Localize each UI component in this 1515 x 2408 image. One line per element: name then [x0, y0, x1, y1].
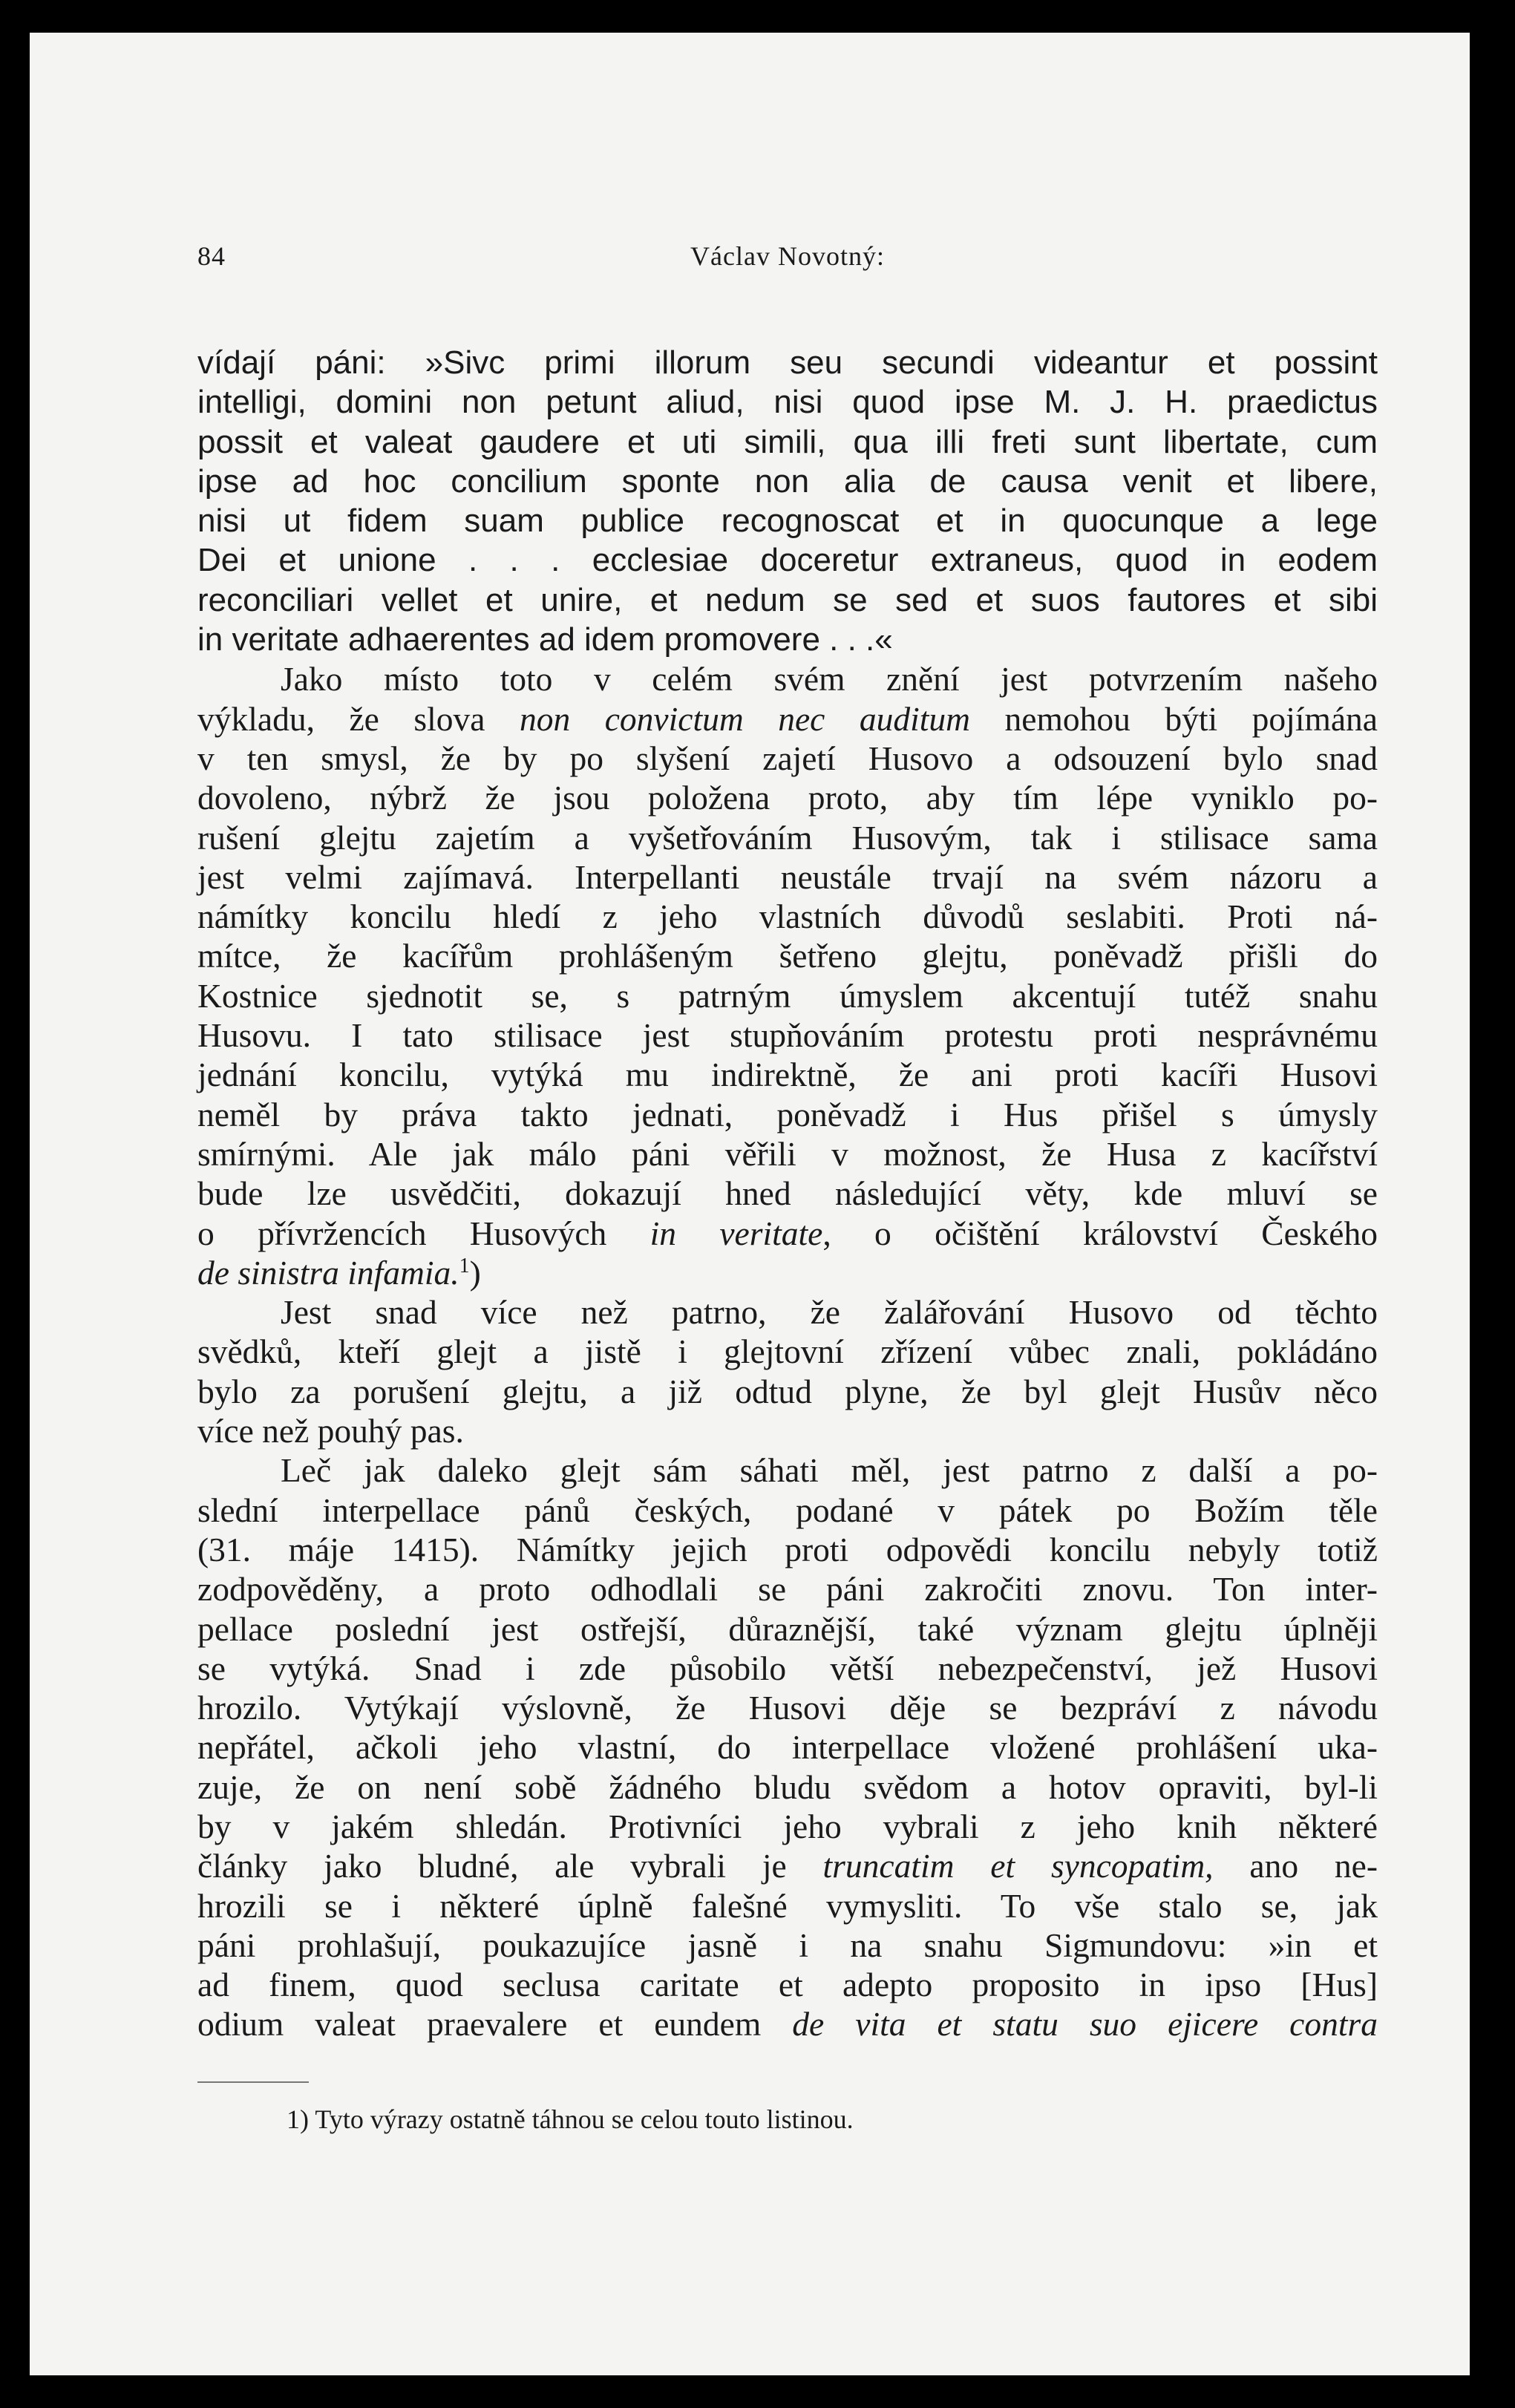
text-segment: vídají páni: »Sivc primi illorum seu secundi videantur et possint — [197, 344, 1378, 381]
text-segment: články jako bludné, ale vybrali je — [197, 1847, 823, 1885]
text-line — [197, 1134, 1378, 1174]
text-segment: in veritate adhaerentes ad idem promovere . . .« — [197, 621, 893, 658]
text-line — [197, 976, 1378, 1015]
text-segment: páni prohlašují, poukazujíce jasně i na snahu Sigmundovu: »in et — [197, 1926, 1378, 1964]
text-line — [197, 1609, 1378, 1649]
text-line — [197, 580, 1378, 620]
text-line — [197, 1649, 1378, 1688]
text-segment: se vytýká. Snad i zde působilo větší nebezpečenství, jež Husovi — [197, 1649, 1378, 1687]
text-segment: neměl by práva takto jednati, poněvadž i Hus přišel s úmysly — [197, 1095, 1378, 1133]
text-segment: intelligi, domini non petunt aliud, nisi quod ipse M. J. H. praedictus — [197, 384, 1378, 421]
text-line — [197, 1055, 1378, 1094]
text-line — [197, 1015, 1378, 1055]
text-line — [197, 1214, 1378, 1253]
text-line — [197, 1727, 1378, 1767]
text-segment: hrozilo. Vytýkají výslovně, že Husovi děje se bezpráví z návodu — [197, 1689, 1378, 1727]
text-line — [197, 1332, 1378, 1371]
text-segment: ) — [469, 1253, 481, 1292]
text-segment: Kostnice sjednotit se, s patrným úmyslem akcentují tutéž snahu — [197, 976, 1378, 1015]
text-segment: ano ne- — [1213, 1847, 1378, 1885]
text-segment: Husovu. I tato stilisace jest stupňováním protestu proti nesprávnému — [197, 1016, 1378, 1055]
text-segment: Leč jak daleko glejt sám sáhati měl, jest patrno z další a po- — [281, 1451, 1378, 1490]
text-line — [197, 382, 1378, 422]
text-line — [197, 1372, 1378, 1411]
text-segment: v ten smysl, že by po slyšení zajetí Husovo a odsouzení bylo snad — [197, 739, 1378, 777]
book-page — [30, 33, 1470, 2375]
text-segment: hrozili se i některé úplně falešné vymysliti. To vše stalo se, jak — [197, 1886, 1378, 1925]
text-segment: dovoleno, nýbrž že jsou položena proto, aby tím lépe vyniklo po- — [197, 779, 1378, 817]
text-segment: Jako místo toto v celém svém znění jest potvrzením našeho — [281, 660, 1378, 698]
text-line — [197, 1491, 1378, 1530]
text-line — [197, 1767, 1378, 1807]
text-segment: zuje, že on není sobě žádného bludu svědom a hotov opraviti, byl-li — [197, 1767, 1378, 1806]
text-line — [197, 699, 1378, 739]
text-segment: ad finem, quod seclusa caritate et adepto proposito in ipso [Hus] — [197, 1966, 1378, 2004]
text-segment: possit et valeat gaudere et uti simili, qua illi freti sunt libertate, cum — [197, 423, 1378, 460]
text-line — [197, 1569, 1378, 1609]
text-line — [197, 2004, 1378, 2044]
text-line — [197, 778, 1378, 817]
italic-phrase: de vita et statu suo ejicere contra — [792, 2005, 1378, 2044]
footnote-divider — [197, 2081, 309, 2083]
text-segment: odium valeat praevalere et eundem — [197, 2005, 793, 2044]
body-text — [197, 343, 1378, 2044]
text-line — [197, 620, 1378, 659]
italic-phrase: truncatim et syncopatim, — [822, 1847, 1214, 1885]
text-line — [197, 343, 1378, 382]
text-line — [197, 1411, 1378, 1450]
text-line — [197, 501, 1378, 540]
text-segment: by v jakém shledán. Protivníci jeho vybrali z jeho knih některé — [197, 1807, 1378, 1845]
text-segment: slední interpellace pánů českých, podané v pátek po Božím těle — [197, 1491, 1378, 1529]
text-segment: svědků, kteří glejt a jistě i glejtovní zřízení vůbec znali, pokládáno — [197, 1332, 1378, 1371]
page-number: 84 — [197, 241, 226, 271]
footnote-marker: 1 — [459, 1254, 470, 1277]
text-segment: (31. máje 1415). Námítky jejich proti odpovědi koncilu nebyly totiž — [197, 1530, 1378, 1568]
text-line — [197, 818, 1378, 857]
text-segment: rušení glejtu zajetím a vyšetřováním Husovým, tak i stilisace sama — [197, 818, 1378, 857]
italic-phrase: non convictum nec auditum — [519, 699, 971, 738]
text-segment: více než pouhý pas. — [197, 1412, 464, 1450]
text-segment: ipse ad hoc concilium sponte non alia de causa venit et libere, — [197, 462, 1378, 500]
text-segment: nemohou býti pojímána — [970, 699, 1378, 738]
text-line — [197, 1886, 1378, 1926]
text-line — [197, 1530, 1378, 1569]
text-segment: výkladu, že slova — [197, 699, 520, 738]
text-line — [197, 540, 1378, 580]
italic-phrase: in veritate — [649, 1214, 823, 1252]
text-segment: námítky koncilu hledí z jeho vlastních důvodů seslabiti. Proti ná- — [197, 897, 1378, 936]
text-segment: jednání koncilu, vytýká mu indirektně, že ani proti kacíři Husovi — [197, 1056, 1378, 1094]
text-segment: Dei et unione . . . ecclesiae doceretur extraneus, quod in eodem — [197, 542, 1378, 579]
text-line — [197, 739, 1378, 778]
text-line — [197, 1846, 1378, 1885]
text-segment: pellace poslední jest ostřejší, důraznější, také význam glejtu úplněji — [197, 1609, 1378, 1648]
text-segment: reconciliari vellet et unire, et nedum se sed et suos fautores et sibi — [197, 581, 1378, 618]
text-segment: mítce, že kacířům prohlášeným šetřeno glejtu, poněvadž přišli do — [197, 937, 1378, 975]
text-segment: jest velmi zajímavá. Interpellanti neustále trvají na svém názoru a — [197, 857, 1378, 896]
italic-phrase: de sinistra infamia. — [197, 1253, 459, 1292]
text-segment: o přívržencích Husových — [197, 1214, 650, 1252]
text-segment: , o očištění království Českého — [822, 1214, 1378, 1252]
text-line — [197, 857, 1378, 897]
text-line — [197, 462, 1378, 501]
text-line — [197, 659, 1378, 698]
text-line — [197, 1926, 1378, 1965]
text-line — [197, 1292, 1378, 1332]
text-segment: zodpověděny, a proto odhodlali se páni zakročiti znovu. Ton inter- — [197, 1570, 1378, 1609]
text-segment: bylo za porušení glejtu, a již odtud plyne, že byl glejt Husův něco — [197, 1372, 1378, 1410]
text-line — [197, 1807, 1378, 1846]
text-segment: nisi ut fidem suam publice recognoscat et in quocunque a lege — [197, 503, 1378, 540]
running-title: Václav Novotný: — [690, 241, 885, 271]
text-line — [197, 936, 1378, 975]
text-line — [197, 1174, 1378, 1213]
text-line — [197, 1253, 1378, 1292]
text-segment: nepřátel, ačkoli jeho vlastní, do interpellace vložené prohlášení uka- — [197, 1728, 1378, 1767]
page-header — [197, 241, 1378, 278]
footnote: 1) Tyto výrazy ostatně táhnou se celou touto listinou. — [287, 2104, 854, 2134]
text-segment: bude lze usvědčiti, dokazují hned následující věty, kde mluví se — [197, 1174, 1378, 1213]
text-line — [197, 1965, 1378, 2004]
text-line — [197, 1450, 1378, 1490]
text-line — [197, 1095, 1378, 1134]
text-segment: Jest snad více než patrno, že žalářování Husovo od těchto — [281, 1293, 1378, 1332]
text-segment: smírnými. Ale jak málo páni věřili v možnost, že Husa z kacířství — [197, 1134, 1378, 1173]
text-line — [197, 1688, 1378, 1727]
text-line — [197, 422, 1378, 462]
text-line — [197, 897, 1378, 936]
